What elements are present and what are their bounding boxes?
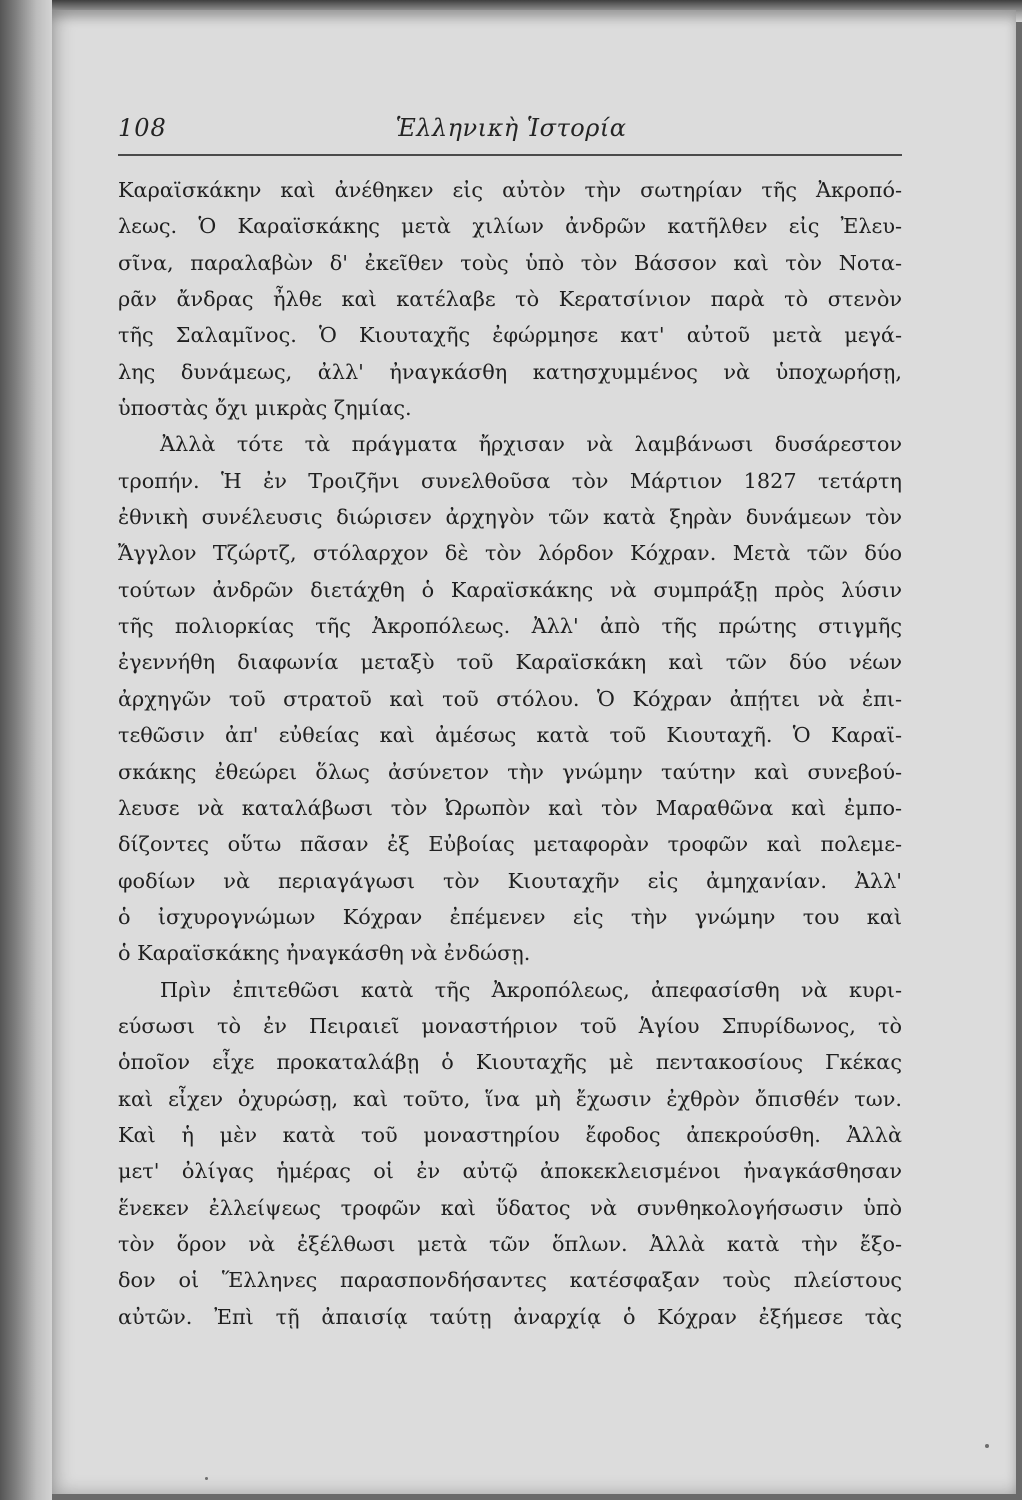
text-line: εύσωσι τὸ ἐν Πειραιεῖ μοναστήριον τοῦ Ἁγίου Σπυρίδωνος, τὸ [118,1013,902,1038]
text-line: ἕνεκεν ἐλλείψεως τροφῶν καὶ ὕδατος νὰ συνθηκολογήσωσιν ὑπὸ [118,1195,902,1220]
text-line: Ἄγγλον Τζώρτζ, στόλαρχον δὲ τὸν λόρδον Κόχραν. Μετὰ τῶν δύο [118,541,902,566]
text-line: ὁποῖον εἶχε προκαταλάβῃ ὁ Κιουταχῆς μὲ πεντακοσίους Γκέκας [118,1050,902,1075]
text-line: δίζοντες οὕτω πᾶσαν ἐξ Εὐβοίας μεταφορὰν τροφῶν καὶ πολεμε- [118,832,902,857]
text-line: φοδίων νὰ περιαγάγωσι τὸν Κιουταχῆν εἰς ἀμηχανίαν. Ἀλλ' [118,868,902,893]
text-line: ρᾶν ἄνδρας ἦλθε καὶ κατέλαβε τὸ Κερατσίνιον παρὰ τὸ στενὸν [118,287,902,312]
text-line: σῖνα, παραλαβὼν δ' ἐκεῖθεν τοὺς ὑπὸ τὸν Βάσσον καὶ τὸν Νοτα- [118,250,902,275]
text-line: ἐθνικὴ συνέλευσις διώρισεν ἀρχηγὸν τῶν κατὰ ξηρὰν δυνάμεων τὸν [118,505,902,530]
text-line: αὐτῶν. Ἐπὶ τῇ ἀπαισίᾳ ταύτῃ ἀναρχίᾳ ὁ Κόχραν ἐξήμεσε τὰς [118,1304,902,1329]
text-line: τούτων ἀνδρῶν διετάχθη ὁ Καραϊσκάκης νὰ συμπράξῃ πρὸς λύσιν [118,577,902,602]
body-text [118,172,902,1335]
text-line: δον οἱ Ἕλληνες παρασπονδήσαντες κατέσφαξαν τοὺς πλείστους [118,1268,902,1293]
running-title: Ἑλληνικὴ Ἱστορία [395,114,627,142]
paragraph-end-line: ὑποστὰς ὄχι μικρὰς ζημίας. [118,396,412,421]
text-line: τροπήν. Ἡ ἐν Τροιζῆνι συνελθοῦσα τὸν Μάρτιον 1827 τετάρτη [118,468,902,493]
text-line: τῆς πολιορκίας τῆς Ἀκροπόλεως. Ἀλλ' ἀπὸ τῆς πρώτης στιγμῆς [118,614,902,639]
text-line: ὁ ἰσχυρογνώμων Κόχραν ἐπέμενεν εἰς τὴν γνώμην του καὶ [118,904,902,929]
text-line: Καὶ ἡ μὲν κατὰ τοῦ μοναστηρίου ἔφοδος ἀπεκρούσθη. Ἀλλὰ [118,1122,902,1147]
text-line: μετ' ὀλίγας ἡμέρας οἱ ἐν αὐτῷ ἀποκεκλεισμένοι ἠναγκάσθησαν [118,1159,902,1184]
header-rule [118,154,902,156]
text-line: λης δυνάμεως, ἀλλ' ἠναγκάσθη κατησχυμμένος νὰ ὑποχωρήσῃ, [118,359,902,384]
paper-speck [205,1477,208,1480]
text-line: καὶ εἶχεν ὀχυρώσῃ, καὶ τοῦτο, ἵνα μὴ ἔχωσιν ἐχθρὸν ὄπισθέν των. [118,1086,902,1111]
binding-shadow [0,0,52,1500]
text-line: λεως. Ὁ Καραϊσκάκης μετὰ χιλίων ἀνδρῶν κατῆλθεν εἰς Ἐλευ- [118,214,902,239]
text-line: ἀρχηγῶν τοῦ στρατοῦ καὶ τοῦ στόλου. Ὁ Κόχραν ἀπῄτει νὰ ἐπι- [118,686,902,711]
paragraph-end-line: ὁ Καραϊσκάκης ἠναγκάσθη νὰ ἐνδώσῃ. [118,941,531,966]
paragraph-start-line: Ἀλλὰ τότε τὰ πράγματα ἤρχισαν νὰ λαμβάνωσι δυσάρεστον [160,432,902,457]
text-line: λευσε νὰ καταλάβωσι τὸν Ὠρωπὸν καὶ τὸν Μαραθῶνα καὶ ἐμπο- [118,795,902,820]
text-line: τῆς Σαλαμῖνος. Ὁ Κιουταχῆς ἐφώρμησε κατ' αὐτοῦ μετὰ μεγά- [118,323,902,348]
page-number: 108 [118,114,167,142]
paragraph-start-line: Πρὶν ἐπιτεθῶσι κατὰ τῆς Ἀκροπόλεως, ἀπεφασίσθη νὰ κυρι- [160,977,902,1002]
text-line: τὸν ὅρον νὰ ἐξέλθωσι μετὰ τῶν ὅπλων. Ἀλλὰ κατὰ τὴν ἔξο- [118,1231,902,1256]
text-line: ἐγεννήθη διαφωνία μεταξὺ τοῦ Καραϊσκάκη καὶ τῶν δύο νέων [118,650,902,675]
paper-speck [985,1444,989,1448]
page-header [118,114,904,156]
text-line: τεθῶσιν ἀπ' εὐθείας καὶ ἀμέσως κατὰ τοῦ Κιουταχῆ. Ὁ Καραϊ- [118,723,902,748]
text-line: σκάκης ἐθεώρει ὅλως ἀσύνετον τὴν γνώμην ταύτην καὶ συνεβού- [118,759,902,784]
text-line: Καραϊσκάκην καὶ ἀνέθηκεν εἰς αὐτὸν τὴν σωτηρίαν τῆς Ἀκροπό- [118,178,902,202]
